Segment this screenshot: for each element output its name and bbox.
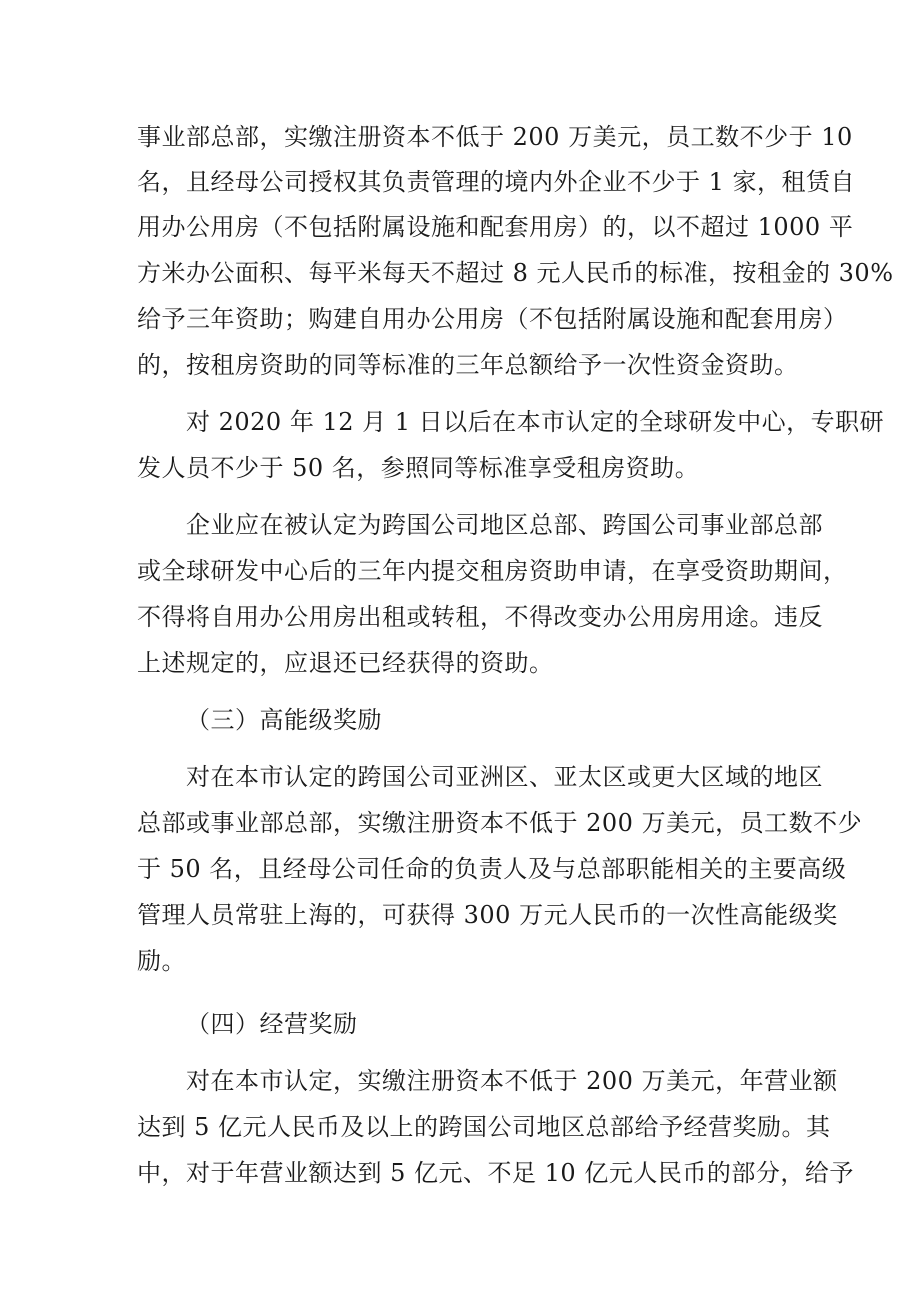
paragraph-2-line-2: 发人员不少于 50 名，参照同等标准享受租房资助。 (137, 454, 700, 482)
paragraph-3-line-2: 或全球研发中心后的三年内提交租房资助申请，在享受资助期间， (137, 557, 848, 585)
paragraph-2-line-1: 对 2020 年 12 月 1 日以后在本市认定的全球研发中心，专职研 (186, 408, 885, 436)
paragraph-3-line-4: 上述规定的，应退还已经获得的资助。 (137, 649, 554, 677)
paragraph-5-line-1: 对在本市认定，实缴注册资本不低于 200 万美元，年营业额 (186, 1067, 838, 1095)
paragraph-1-line-3: 用办公用房（不包括附属设施和配套用房）的，以不超过 1000 平 (137, 213, 854, 241)
paragraph-4-line-4: 管理人员常驻上海的，可获得 300 万元人民币的一次性高能级奖 (137, 901, 838, 929)
paragraph-4-line-1: 对在本市认定的跨国公司亚洲区、亚太区或更大区域的地区 (186, 763, 823, 791)
paragraph-4-line-3: 于 50 名，且经母公司任命的负责人及与总部职能相关的主要高级 (137, 855, 847, 883)
paragraph-4-line-2: 总部或事业部总部，实缴注册资本不低于 200 万美元，员工数不少 (137, 809, 863, 837)
paragraph-1-line-4: 方米办公面积、每平米每天不超过 8 元人民币的标准，按租金的 30% (137, 259, 894, 287)
paragraph-1-line-1: 事业部总部，实缴注册资本不低于 200 万美元，员工数不少于 10 (137, 123, 853, 151)
paragraph-1-line-6: 的，按租房资助的同等标准的三年总额给予一次性资金资助。 (137, 351, 799, 379)
paragraph-5-line-3: 中，对于年营业额达到 5 亿元、不足 10 亿元人民币的部分，给予 (137, 1159, 854, 1187)
section-heading-3: （三）高能级奖励 (186, 706, 382, 734)
paragraph-3-line-3: 不得将自用办公用房出租或转租，不得改变办公用房用途。违反 (137, 603, 823, 631)
paragraph-5-line-2: 达到 5 亿元人民币及以上的跨国公司地区总部给予经营奖励。其 (137, 1113, 831, 1141)
section-heading-4: （四）经营奖励 (186, 1010, 358, 1038)
paragraph-1-line-5: 给予三年资助；购建自用办公用房（不包括附属设施和配套用房） (137, 305, 848, 333)
paragraph-1-line-2: 名，且经母公司授权其负责管理的境内外企业不少于 1 家，租赁自 (137, 168, 856, 196)
paragraph-3-line-1: 企业应在被认定为跨国公司地区总部、跨国公司事业部总部 (186, 511, 823, 539)
paragraph-4-line-5: 励。 (137, 947, 186, 975)
